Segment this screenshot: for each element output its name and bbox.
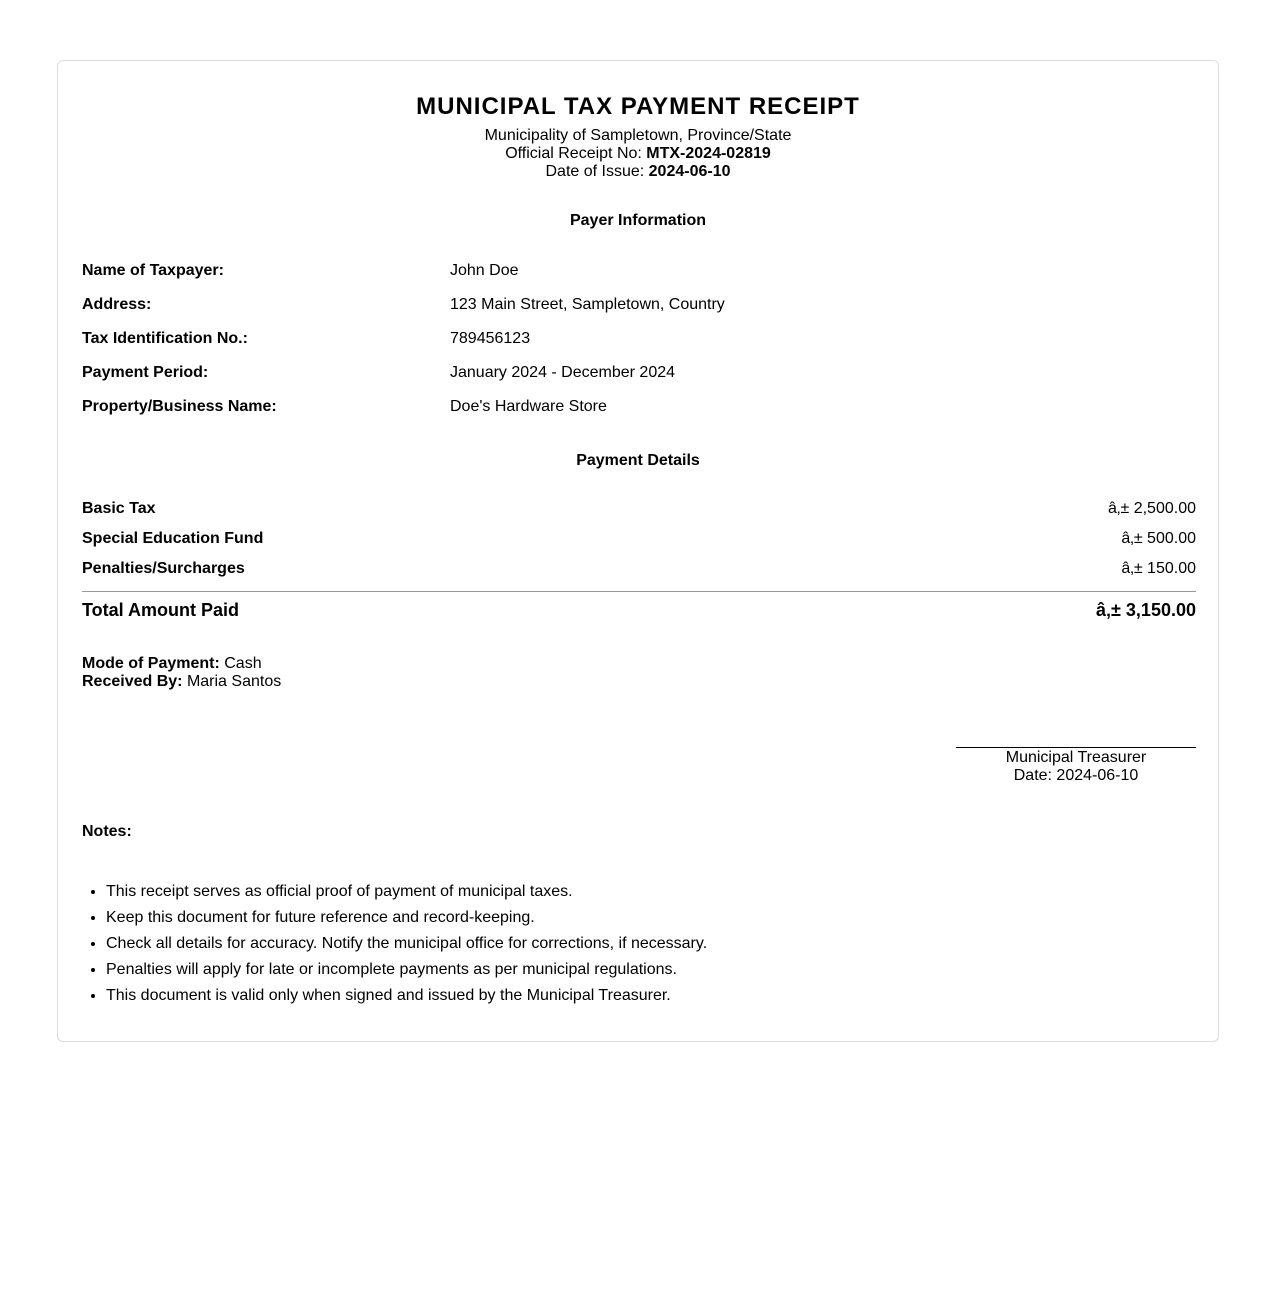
notes-list xyxy=(82,879,707,1009)
payer-row-value: 123 Main Street, Sampletown, Country xyxy=(450,296,725,313)
receipt-number-label: Official Receipt No: xyxy=(505,145,647,162)
payer-row-label: Property/Business Name: xyxy=(82,398,277,415)
signature-date: Date: 2024-06-10 xyxy=(1013,767,1139,784)
note-item: • Check all details for accuracy. Notify the municipal office for corrections, if necessary. xyxy=(106,931,707,957)
payment-item-amount: â‚± 500.00 xyxy=(1121,530,1196,547)
payment-item-label: Basic Tax xyxy=(82,500,156,517)
note-item: • Penalties will apply for late or incomplete payments as per municipal regulations. xyxy=(106,957,707,983)
payer-row-label: Tax Identification No.: xyxy=(82,330,248,347)
payer-section-title: Payer Information xyxy=(569,212,707,229)
payment-item-row xyxy=(82,529,1196,549)
payment-item-label: Special Education Fund xyxy=(82,530,264,547)
received-by-line xyxy=(82,673,281,691)
signature-title: Municipal Treasurer xyxy=(1005,749,1147,766)
total-amount: â‚± 3,150.00 xyxy=(1096,600,1196,620)
notes-title: Notes: xyxy=(82,823,132,840)
payment-item-amount: â‚± 2,500.00 xyxy=(1108,500,1196,517)
issue-date: 2024-06-10 xyxy=(648,163,731,180)
payer-row-value: Doe's Hardware Store xyxy=(450,398,607,415)
receipt-title: MUNICIPAL TAX PAYMENT RECEIPT xyxy=(416,93,860,120)
payment-item-amount: â‚± 150.00 xyxy=(1121,560,1196,577)
payment-item-row xyxy=(82,499,1196,519)
total-label: Total Amount Paid xyxy=(82,600,239,620)
receipt-number: MTX-2024-02819 xyxy=(646,145,771,162)
received-by-label: Received By: xyxy=(82,673,183,690)
payer-row-label: Address: xyxy=(82,296,152,313)
total-divider xyxy=(82,591,1196,592)
payment-item-row xyxy=(82,559,1196,579)
payer-row xyxy=(82,329,1196,349)
payer-row-value: January 2024 - December 2024 xyxy=(450,364,676,381)
total-row xyxy=(82,599,1196,621)
payment-section-title: Payment Details xyxy=(576,452,700,469)
payer-row-label: Name of Taxpayer: xyxy=(82,262,224,279)
payment-mode-label: Mode of Payment: xyxy=(82,655,220,672)
note-item: • This receipt serves as official proof of payment of municipal taxes. xyxy=(106,879,707,905)
signature-line xyxy=(956,747,1196,748)
payment-item-label: Penalties/Surcharges xyxy=(82,560,245,577)
payer-row xyxy=(82,363,1196,383)
payer-row-value: John Doe xyxy=(450,262,519,279)
receipt-card xyxy=(57,60,1219,1042)
municipality-name: Municipality of Sampletown, Province/State xyxy=(484,127,792,144)
payer-row xyxy=(82,397,1196,417)
received-by-value: Maria Santos xyxy=(182,673,282,690)
payer-row xyxy=(82,295,1196,315)
issue-date-label: Date of Issue: xyxy=(545,163,649,180)
note-item: • Keep this document for future reference and record-keeping. xyxy=(106,905,707,931)
receipt-number-line xyxy=(58,145,1218,163)
payer-row-label: Payment Period: xyxy=(82,364,209,381)
payment-mode-value: Cash xyxy=(219,655,262,672)
payer-row-value: 789456123 xyxy=(450,330,531,347)
payer-row xyxy=(82,261,1196,281)
issue-date-line xyxy=(58,163,1218,181)
payment-mode-line xyxy=(82,655,262,673)
note-item: • This document is valid only when signed and issued by the Municipal Treasurer. xyxy=(106,983,707,1009)
